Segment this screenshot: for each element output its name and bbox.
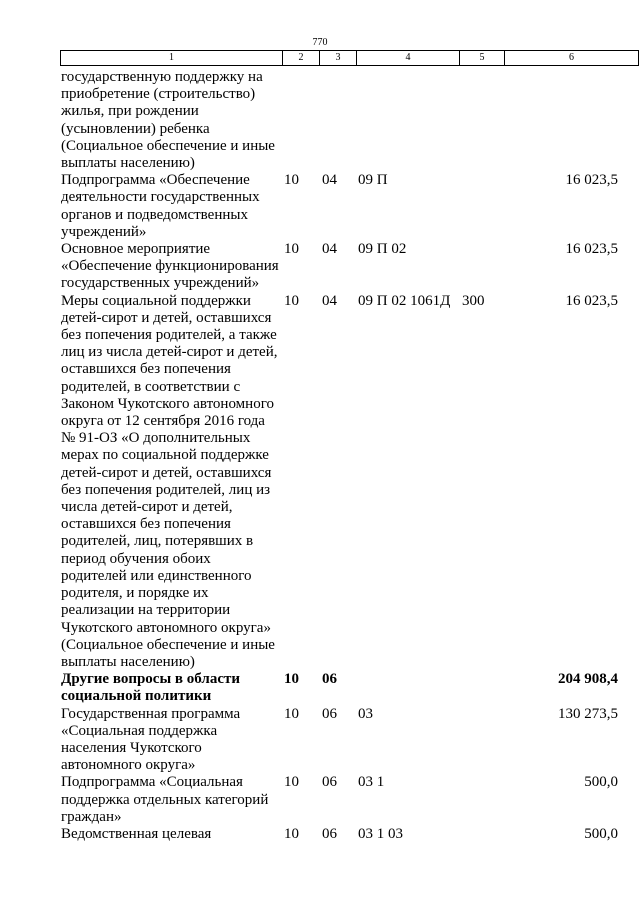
- row-subsection-code: 04: [322, 292, 337, 309]
- row-subsection-code: 06: [322, 671, 337, 688]
- table-row: [0, 706, 640, 775]
- table-row: [0, 293, 640, 671]
- row-subsection-code: 06: [322, 825, 337, 842]
- row-amount: 500,0: [584, 825, 618, 842]
- row-target-article: 09 П 02: [358, 241, 407, 258]
- row-amount: 130 273,5: [558, 705, 618, 722]
- row-subsection-code: 04: [322, 172, 337, 189]
- row-amount: 16 023,5: [565, 241, 618, 258]
- row-name: государственную поддержку на приобретение (строительство) жилья, при рождении (усыновлении) ребенка (Социальное обеспечение и иные выплаты населению): [61, 69, 275, 172]
- row-subsection-code: 06: [322, 774, 337, 791]
- page-number: 770: [312, 37, 328, 48]
- column-header-5: 5: [460, 51, 505, 66]
- row-target-article: 03 1: [358, 774, 385, 791]
- column-header-table: [60, 50, 639, 66]
- row-amount: 204 908,4: [558, 671, 618, 688]
- row-amount: 16 023,5: [565, 292, 618, 309]
- column-header-2: 2: [283, 51, 320, 66]
- column-header-1: 1: [61, 51, 283, 66]
- row-name: Государственная программа «Социальная поддержка населения Чукотского автономного округа»: [61, 705, 241, 774]
- table-row: [0, 69, 640, 172]
- table-row: [0, 774, 640, 826]
- row-name: Подпрограмма «Социальная поддержка отдельных категорий граждан»: [61, 774, 269, 825]
- row-target-article: 09 П 02 1061Д: [358, 292, 451, 309]
- column-header-3: 3: [320, 51, 357, 66]
- row-name: Меры социальной поддержки детей-сирот и детей, оставшихся без попечения родителей, а также лиц из числа детей-сирот и детей, оставшихся без попечения родителей, в соответствии с Законом Чукотского автономного округа от 12 сентября 2016 года № 91-ОЗ «О дополнительных мерах по социальной поддержке детей-сирот и детей, оставшихся без попечения родителей, лиц из числа детей-сирот и детей, оставшихся без попечения родителей, лиц, потерявших в период обучения обоих родителей или единственного родителя, и порядке их реализации на территории Чукотского автономного округа» (Социальное обеспечение и иные выплаты населению): [61, 292, 278, 670]
- row-section-code: 10: [284, 172, 299, 189]
- row-name: Основное мероприятие «Обеспечение функционирования государственных учреждений»: [61, 241, 279, 292]
- table-row: [0, 671, 640, 705]
- row-subsection-code: 06: [322, 705, 337, 722]
- row-target-article: 09 П: [358, 172, 388, 189]
- column-header-row: [61, 51, 639, 66]
- table-row: [0, 241, 640, 293]
- row-section-code: 10: [284, 671, 299, 688]
- row-amount: 16 023,5: [565, 172, 618, 189]
- row-section-code: 10: [284, 825, 299, 842]
- column-header-6: 6: [505, 51, 639, 66]
- table-row: [0, 826, 640, 843]
- row-section-code: 10: [284, 241, 299, 258]
- row-expense-type: 300: [462, 292, 485, 309]
- table-row: [0, 172, 640, 241]
- column-header-4: 4: [357, 51, 460, 66]
- row-amount: 500,0: [584, 774, 618, 791]
- row-subsection-code: 04: [322, 241, 337, 258]
- row-section-code: 10: [284, 774, 299, 791]
- budget-table-body: [0, 69, 640, 843]
- row-section-code: 10: [284, 292, 299, 309]
- row-target-article: 03 1 03: [358, 825, 403, 842]
- row-target-article: 03: [358, 705, 373, 722]
- row-name: Ведомственная целевая: [61, 825, 212, 842]
- row-name: Подпрограмма «Обеспечение деятельности государственных органов и подведомственных учреждений»: [61, 172, 260, 240]
- row-section-code: 10: [284, 705, 299, 722]
- row-name: Другие вопросы в области социальной политики: [61, 671, 240, 705]
